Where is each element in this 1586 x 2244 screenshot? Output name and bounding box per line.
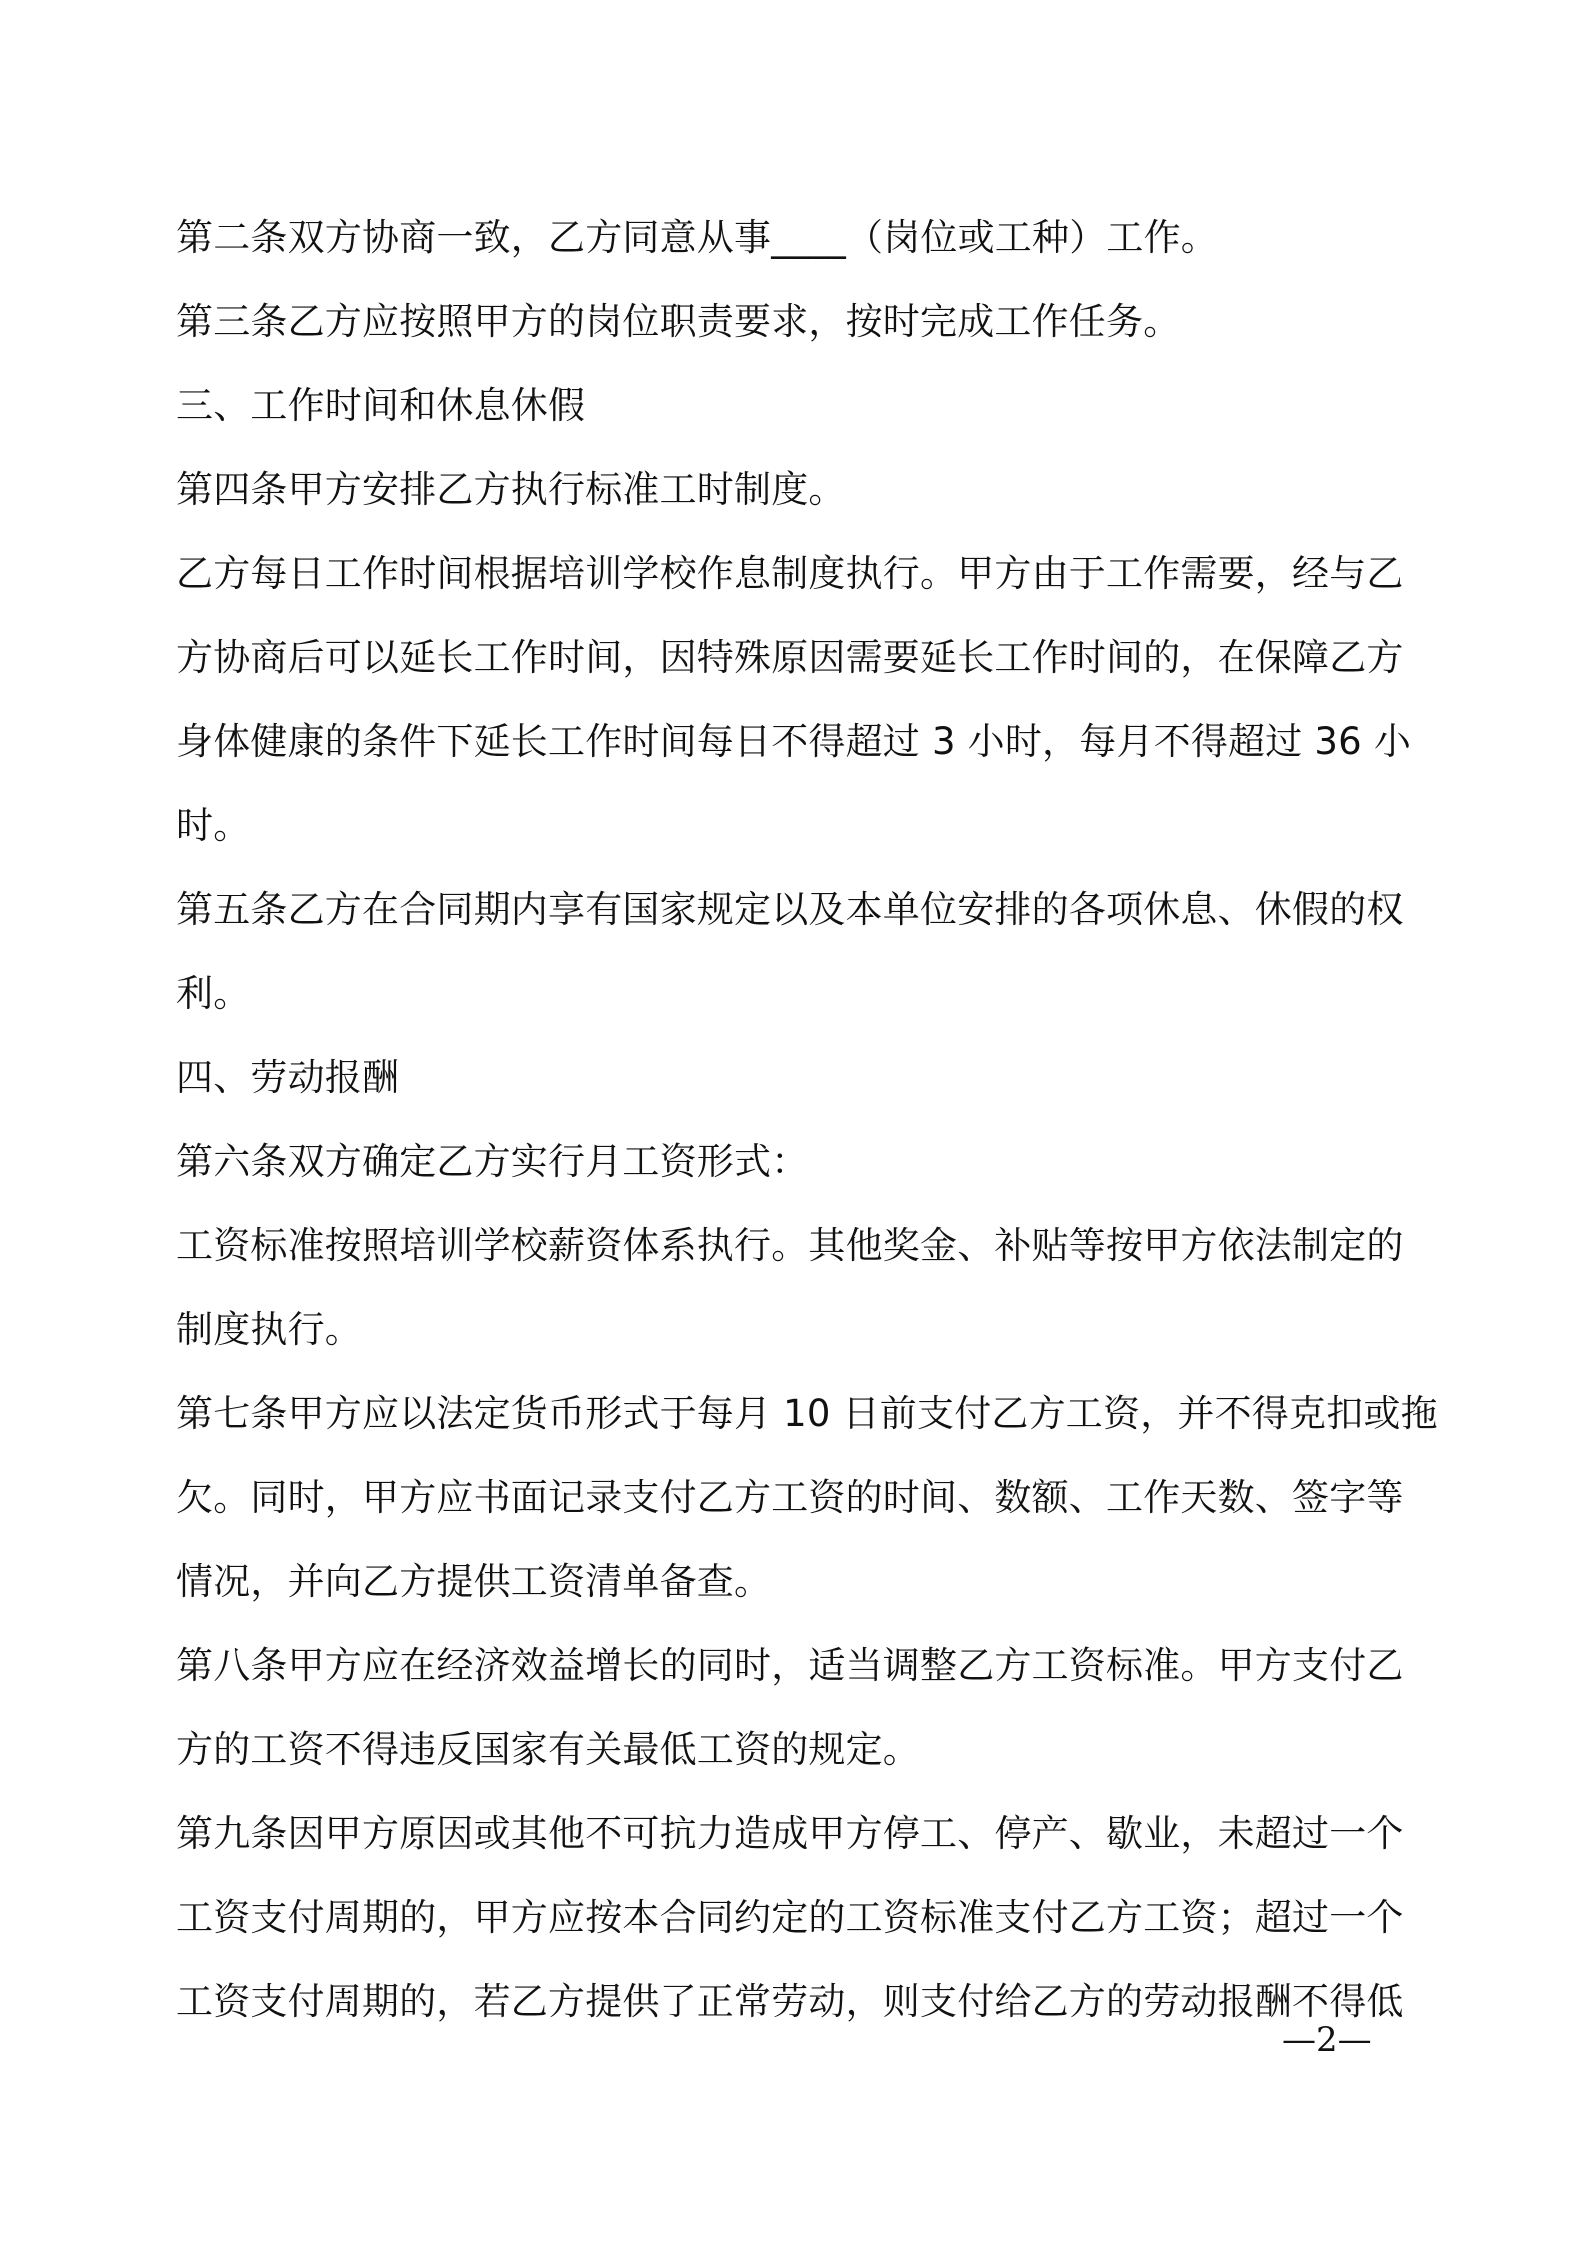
article-7-line-1: 第七条甲方应以法定货币形式于每月 10 日前支付乙方工资，并不得克扣或拖 [176, 1392, 1438, 1435]
article-7-line-2: 欠。同时，甲方应书面记录支付乙方工资的时间、数额、工作天数、签字等 [176, 1476, 1404, 1519]
page-number: —2— [1282, 2020, 1372, 2060]
article-3-line: 第三条乙方应按照甲方的岗位职责要求，按时完成工作任务。 [176, 300, 1181, 343]
article-9-line-3: 工资支付周期的，若乙方提供了正常劳动，则支付给乙方的劳动报酬不得低 [176, 1980, 1404, 2023]
working-hours-line-3: 身体健康的条件下延长工作时间每日不得超过 3 小时，每月不得超过 36 小 [176, 720, 1412, 763]
salary-standard-line-2: 制度执行。 [176, 1308, 362, 1351]
article-7-line-3: 情况，并向乙方提供工资清单备查。 [176, 1560, 772, 1603]
working-hours-line-4: 时。 [176, 804, 251, 847]
article-6-line: 第六条双方确定乙方实行月工资形式： [176, 1140, 809, 1183]
article-8-line-2: 方的工资不得违反国家有关最低工资的规定。 [176, 1728, 920, 1771]
working-hours-line-2: 方协商后可以延长工作时间，因特殊原因需要延长工作时间的，在保障乙方 [176, 636, 1404, 679]
article-2-line: 第二条双方协商一致，乙方同意从事____（岗位或工种）工作。 [176, 216, 1218, 259]
document-body [176, 196, 1438, 2044]
article-5-line-1: 第五条乙方在合同期内享有国家规定以及本单位安排的各项休息、休假的权 [176, 888, 1404, 931]
section-3-heading: 三、工作时间和休息休假 [176, 384, 586, 427]
article-9-line-1: 第九条因甲方原因或其他不可抗力造成甲方停工、停产、歇业，未超过一个 [176, 1812, 1404, 1855]
section-4-heading: 四、劳动报酬 [176, 1056, 400, 1099]
article-4-line: 第四条甲方安排乙方执行标准工时制度。 [176, 468, 846, 511]
salary-standard-line-1: 工资标准按照培训学校薪资体系执行。其他奖金、补贴等按甲方依法制定的 [176, 1224, 1404, 1267]
article-5-line-2: 利。 [176, 972, 251, 1015]
article-8-line-1: 第八条甲方应在经济效益增长的同时，适当调整乙方工资标准。甲方支付乙 [176, 1644, 1404, 1687]
working-hours-line-1: 乙方每日工作时间根据培训学校作息制度执行。甲方由于工作需要，经与乙 [176, 552, 1404, 595]
article-9-line-2: 工资支付周期的，甲方应按本合同约定的工资标准支付乙方工资；超过一个 [176, 1896, 1404, 1939]
